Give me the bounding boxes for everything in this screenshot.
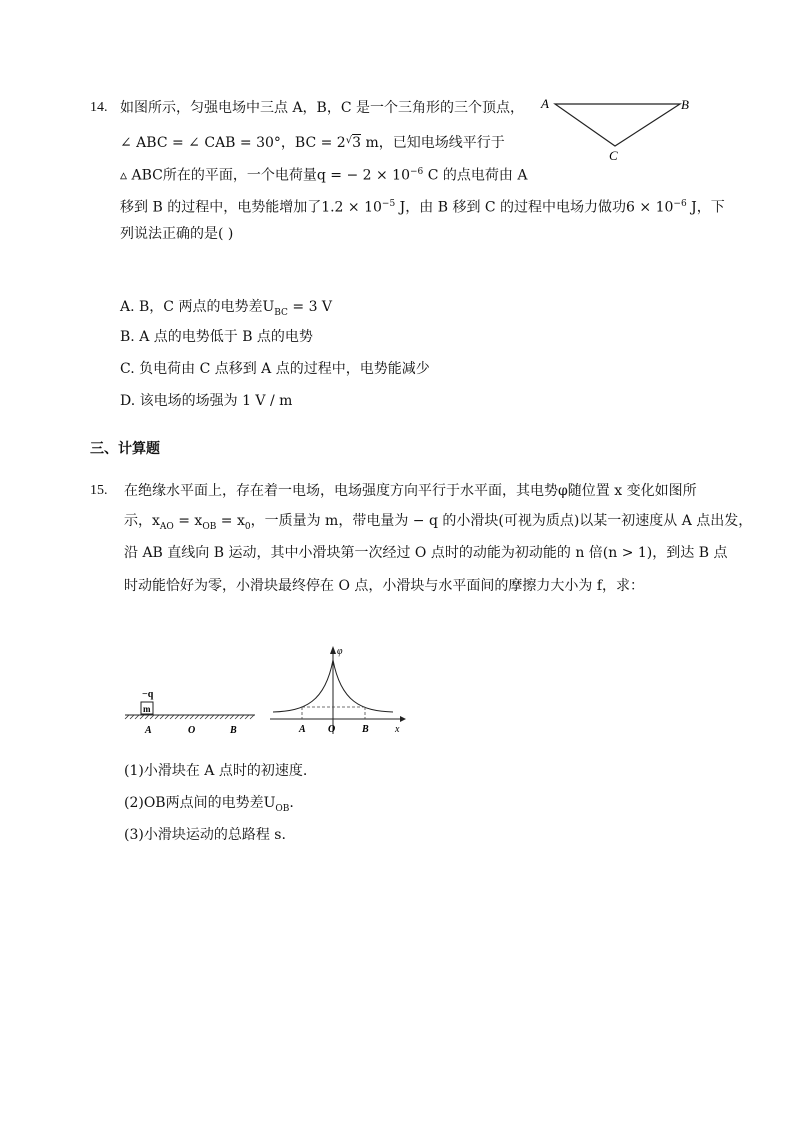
potential-graph bbox=[265, 642, 410, 740]
option-c[interactable]: C. 负电荷由 C 点移到 A 点的过程中，电势能减少 bbox=[120, 361, 430, 377]
q15-line-2: 示，$x_{AO} = x_{OB} = x_0$，一质量为 m，带电量为 − q 的小滑块(可视为质点)以某一初速度从 A 点出发， bbox=[124, 513, 753, 532]
option-b[interactable]: B. A 点的电势低于 B 点的电势 bbox=[120, 329, 313, 345]
phi-label: φ bbox=[337, 646, 343, 657]
fig1-label-A: A bbox=[145, 725, 152, 736]
block-surface-figure bbox=[120, 685, 270, 740]
q15-sub-3: (3)小滑块运动的总路程 s. bbox=[124, 827, 286, 843]
fig2-label-B: B bbox=[362, 724, 369, 735]
q14-line-2: ∠ ABC = ∠ CAB = 30°，BC = 2√3 m，已知电场线平行于 bbox=[120, 135, 505, 151]
q15-number: 15. bbox=[90, 483, 108, 498]
triangle-shape bbox=[555, 104, 680, 146]
q15-line-3: 沿 AB 直线向 B 运动，其中小滑块第一次经过 O 点时的动能为初动能的 n 倍(n > 1)，到达 B 点 bbox=[124, 545, 728, 561]
charge-label: −q bbox=[142, 689, 154, 700]
curve-left bbox=[273, 660, 333, 712]
option-d[interactable]: D. 该电场的场强为 1 V / m bbox=[120, 393, 293, 409]
label-C: C bbox=[609, 148, 618, 163]
label-A: A bbox=[541, 96, 549, 111]
q14-line-5: 列说法正确的是( ) bbox=[120, 226, 234, 242]
triangle-figure bbox=[535, 92, 695, 164]
fig1-label-O: O bbox=[188, 725, 196, 736]
section-heading: 三、计算题 bbox=[90, 441, 160, 457]
fig2-label-x: x bbox=[395, 724, 400, 735]
q15-line-4: 时动能恰好为零，小滑块最终停在 O 点，小滑块与水平面间的摩擦力大小为 f，求： bbox=[124, 578, 645, 594]
mass-label: m bbox=[143, 704, 151, 714]
fig2-label-O: O bbox=[328, 724, 336, 735]
q14-line-3: ▵ ABC所在的平面，一个电荷量q = − $2 \times 10^{-6}$ C 的点电荷由 A bbox=[120, 167, 528, 184]
curve-right bbox=[333, 660, 393, 712]
fig2-label-A: A bbox=[299, 724, 306, 735]
q15-sub-2: (2)OB两点间的电势差$U_{OB}$. bbox=[124, 795, 294, 814]
q14-line-1: 如图所示，匀强电场中三点 A，B，C 是一个三角形的三个顶点， bbox=[120, 100, 525, 116]
q14-number: 14. bbox=[90, 100, 108, 115]
option-a[interactable]: A. B，C 两点的电势差$U_{BC} = 3$ V bbox=[120, 299, 333, 318]
label-B: B bbox=[681, 97, 689, 112]
q14-line-4: 移到 B 的过程中，电势能增加了$1.2 \times 10^{-5}$ J，由 B 移到 C 的过程中电场力做功$6 \times 10^{-6}$ J，下 bbox=[120, 199, 725, 216]
q15-sub-1: (1)小滑块在 A 点时的初速度. bbox=[124, 763, 308, 779]
q15-line-1: 在绝缘水平面上，存在着一电场，电场强度方向平行于水平面，其电势φ随位置 x 变化如图所 bbox=[124, 483, 697, 499]
fig1-label-B: B bbox=[230, 725, 237, 736]
